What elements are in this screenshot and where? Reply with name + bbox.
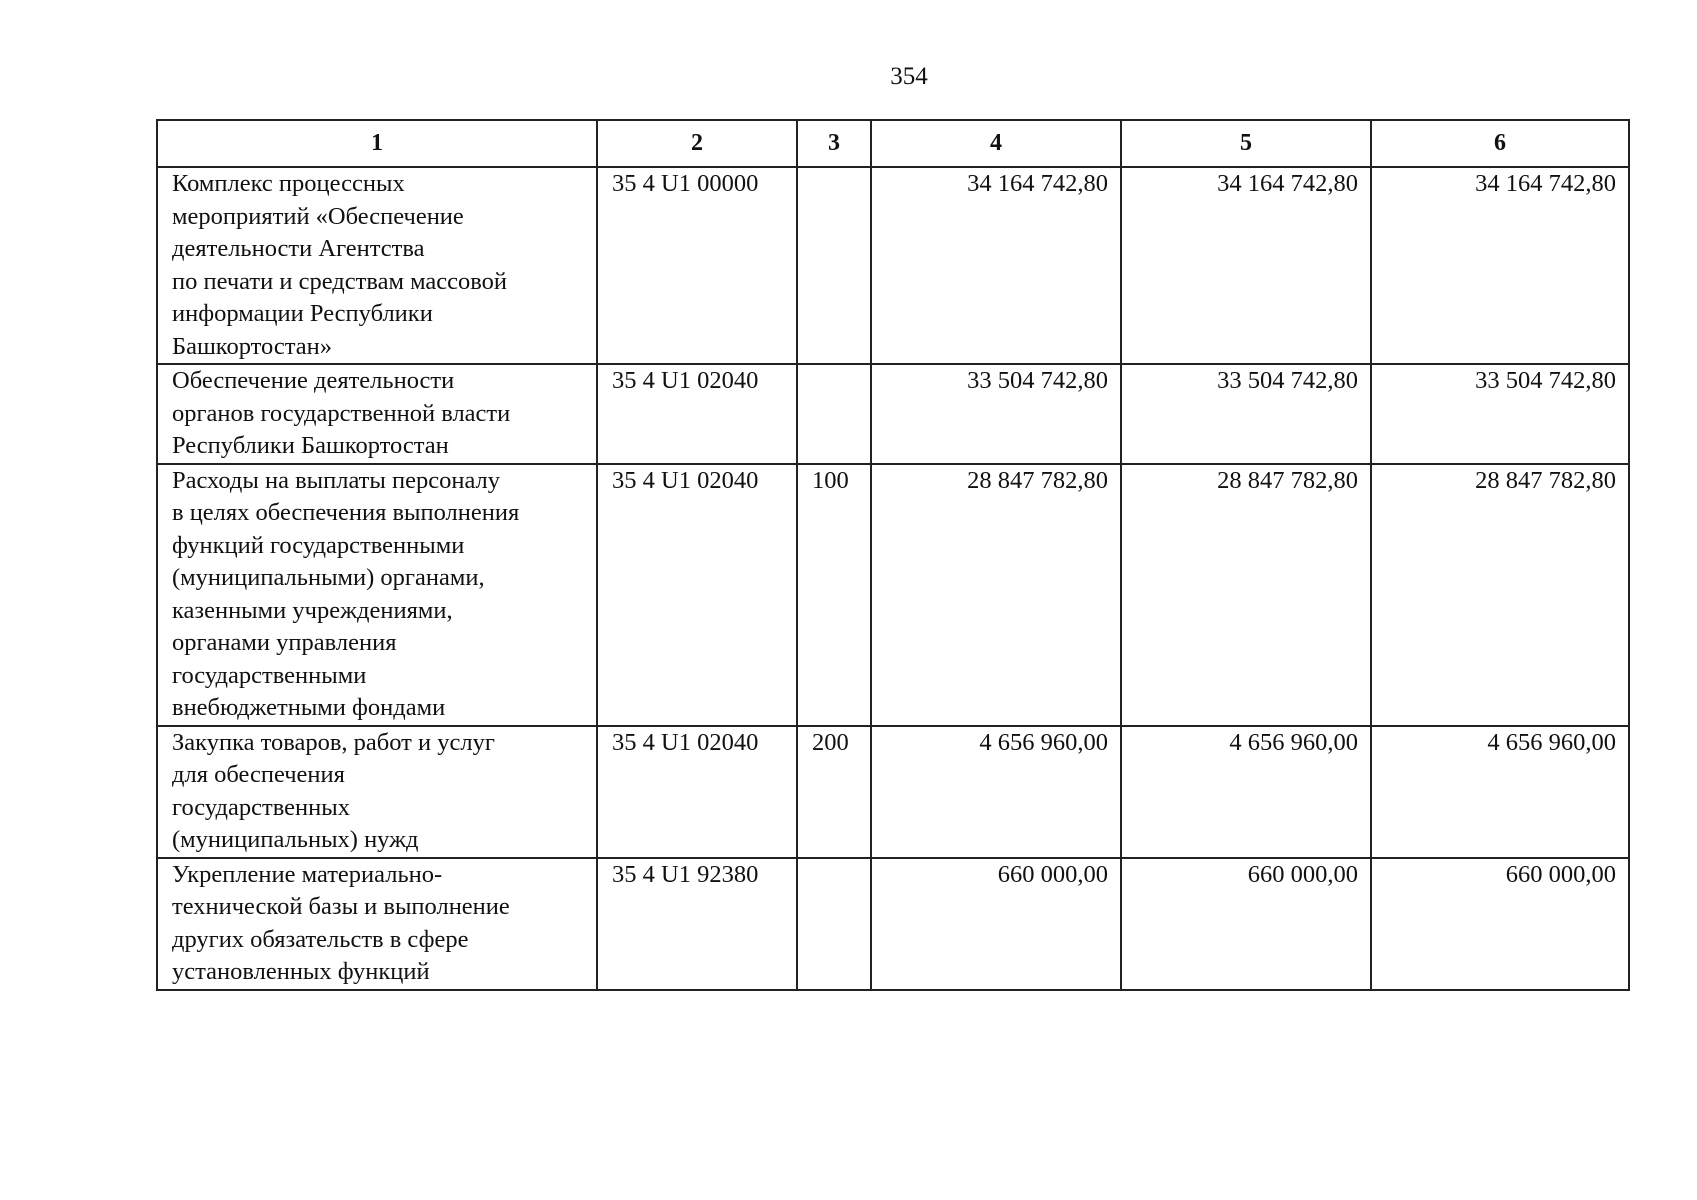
row-name: Расходы на выплаты персоналу в целях обеспечения выполнения функций государственными (муниципальными) органами, казенными учреждениями, органами управления государственными внебюджетными фондами xyxy=(157,464,597,726)
page-number: 354 xyxy=(890,63,928,90)
row-code: 35 4 U1 00000 xyxy=(597,167,797,364)
row-amount-6: 28 847 782,80 xyxy=(1371,464,1629,726)
row-name: Закупка товаров, работ и услуг для обеспечения государственных (муниципальных) нужд xyxy=(157,726,597,858)
column-header-2: 2 xyxy=(597,120,797,167)
row-amount-4: 33 504 742,80 xyxy=(871,364,1121,464)
row-code: 35 4 U1 02040 xyxy=(597,464,797,726)
column-header-1: 1 xyxy=(157,120,597,167)
row-amount-5: 34 164 742,80 xyxy=(1121,167,1371,364)
row-amount-6: 660 000,00 xyxy=(1371,858,1629,990)
row-amount-5: 33 504 742,80 xyxy=(1121,364,1371,464)
row-expense-type xyxy=(797,364,871,464)
row-name: Комплекс процессных мероприятий «Обеспечение деятельности Агентства по печати и средствам массовой информации Республики Башкортостан» xyxy=(157,167,597,364)
table-header-row xyxy=(157,120,1629,167)
row-amount-6: 34 164 742,80 xyxy=(1371,167,1629,364)
table-row xyxy=(157,858,1629,990)
column-header-4: 4 xyxy=(871,120,1121,167)
row-name: Укрепление материально- технической базы и выполнение других обязательств в сфере установленных функций xyxy=(157,858,597,990)
budget-table xyxy=(156,119,1630,991)
table-row xyxy=(157,726,1629,858)
row-amount-5: 660 000,00 xyxy=(1121,858,1371,990)
row-expense-type xyxy=(797,858,871,990)
row-amount-4: 34 164 742,80 xyxy=(871,167,1121,364)
column-header-3: 3 xyxy=(797,120,871,167)
row-code: 35 4 U1 02040 xyxy=(597,726,797,858)
row-name: Обеспечение деятельности органов государственной власти Республики Башкортостан xyxy=(157,364,597,464)
row-amount-6: 4 656 960,00 xyxy=(1371,726,1629,858)
row-amount-6: 33 504 742,80 xyxy=(1371,364,1629,464)
column-header-6: 6 xyxy=(1371,120,1629,167)
table-row xyxy=(157,167,1629,364)
row-expense-type xyxy=(797,167,871,364)
table-row xyxy=(157,464,1629,726)
row-expense-type: 200 xyxy=(797,726,871,858)
row-code: 35 4 U1 02040 xyxy=(597,364,797,464)
column-header-5: 5 xyxy=(1121,120,1371,167)
row-amount-5: 28 847 782,80 xyxy=(1121,464,1371,726)
table-row xyxy=(157,364,1629,464)
row-expense-type: 100 xyxy=(797,464,871,726)
row-code: 35 4 U1 92380 xyxy=(597,858,797,990)
row-amount-5: 4 656 960,00 xyxy=(1121,726,1371,858)
row-amount-4: 4 656 960,00 xyxy=(871,726,1121,858)
row-amount-4: 28 847 782,80 xyxy=(871,464,1121,726)
row-amount-4: 660 000,00 xyxy=(871,858,1121,990)
